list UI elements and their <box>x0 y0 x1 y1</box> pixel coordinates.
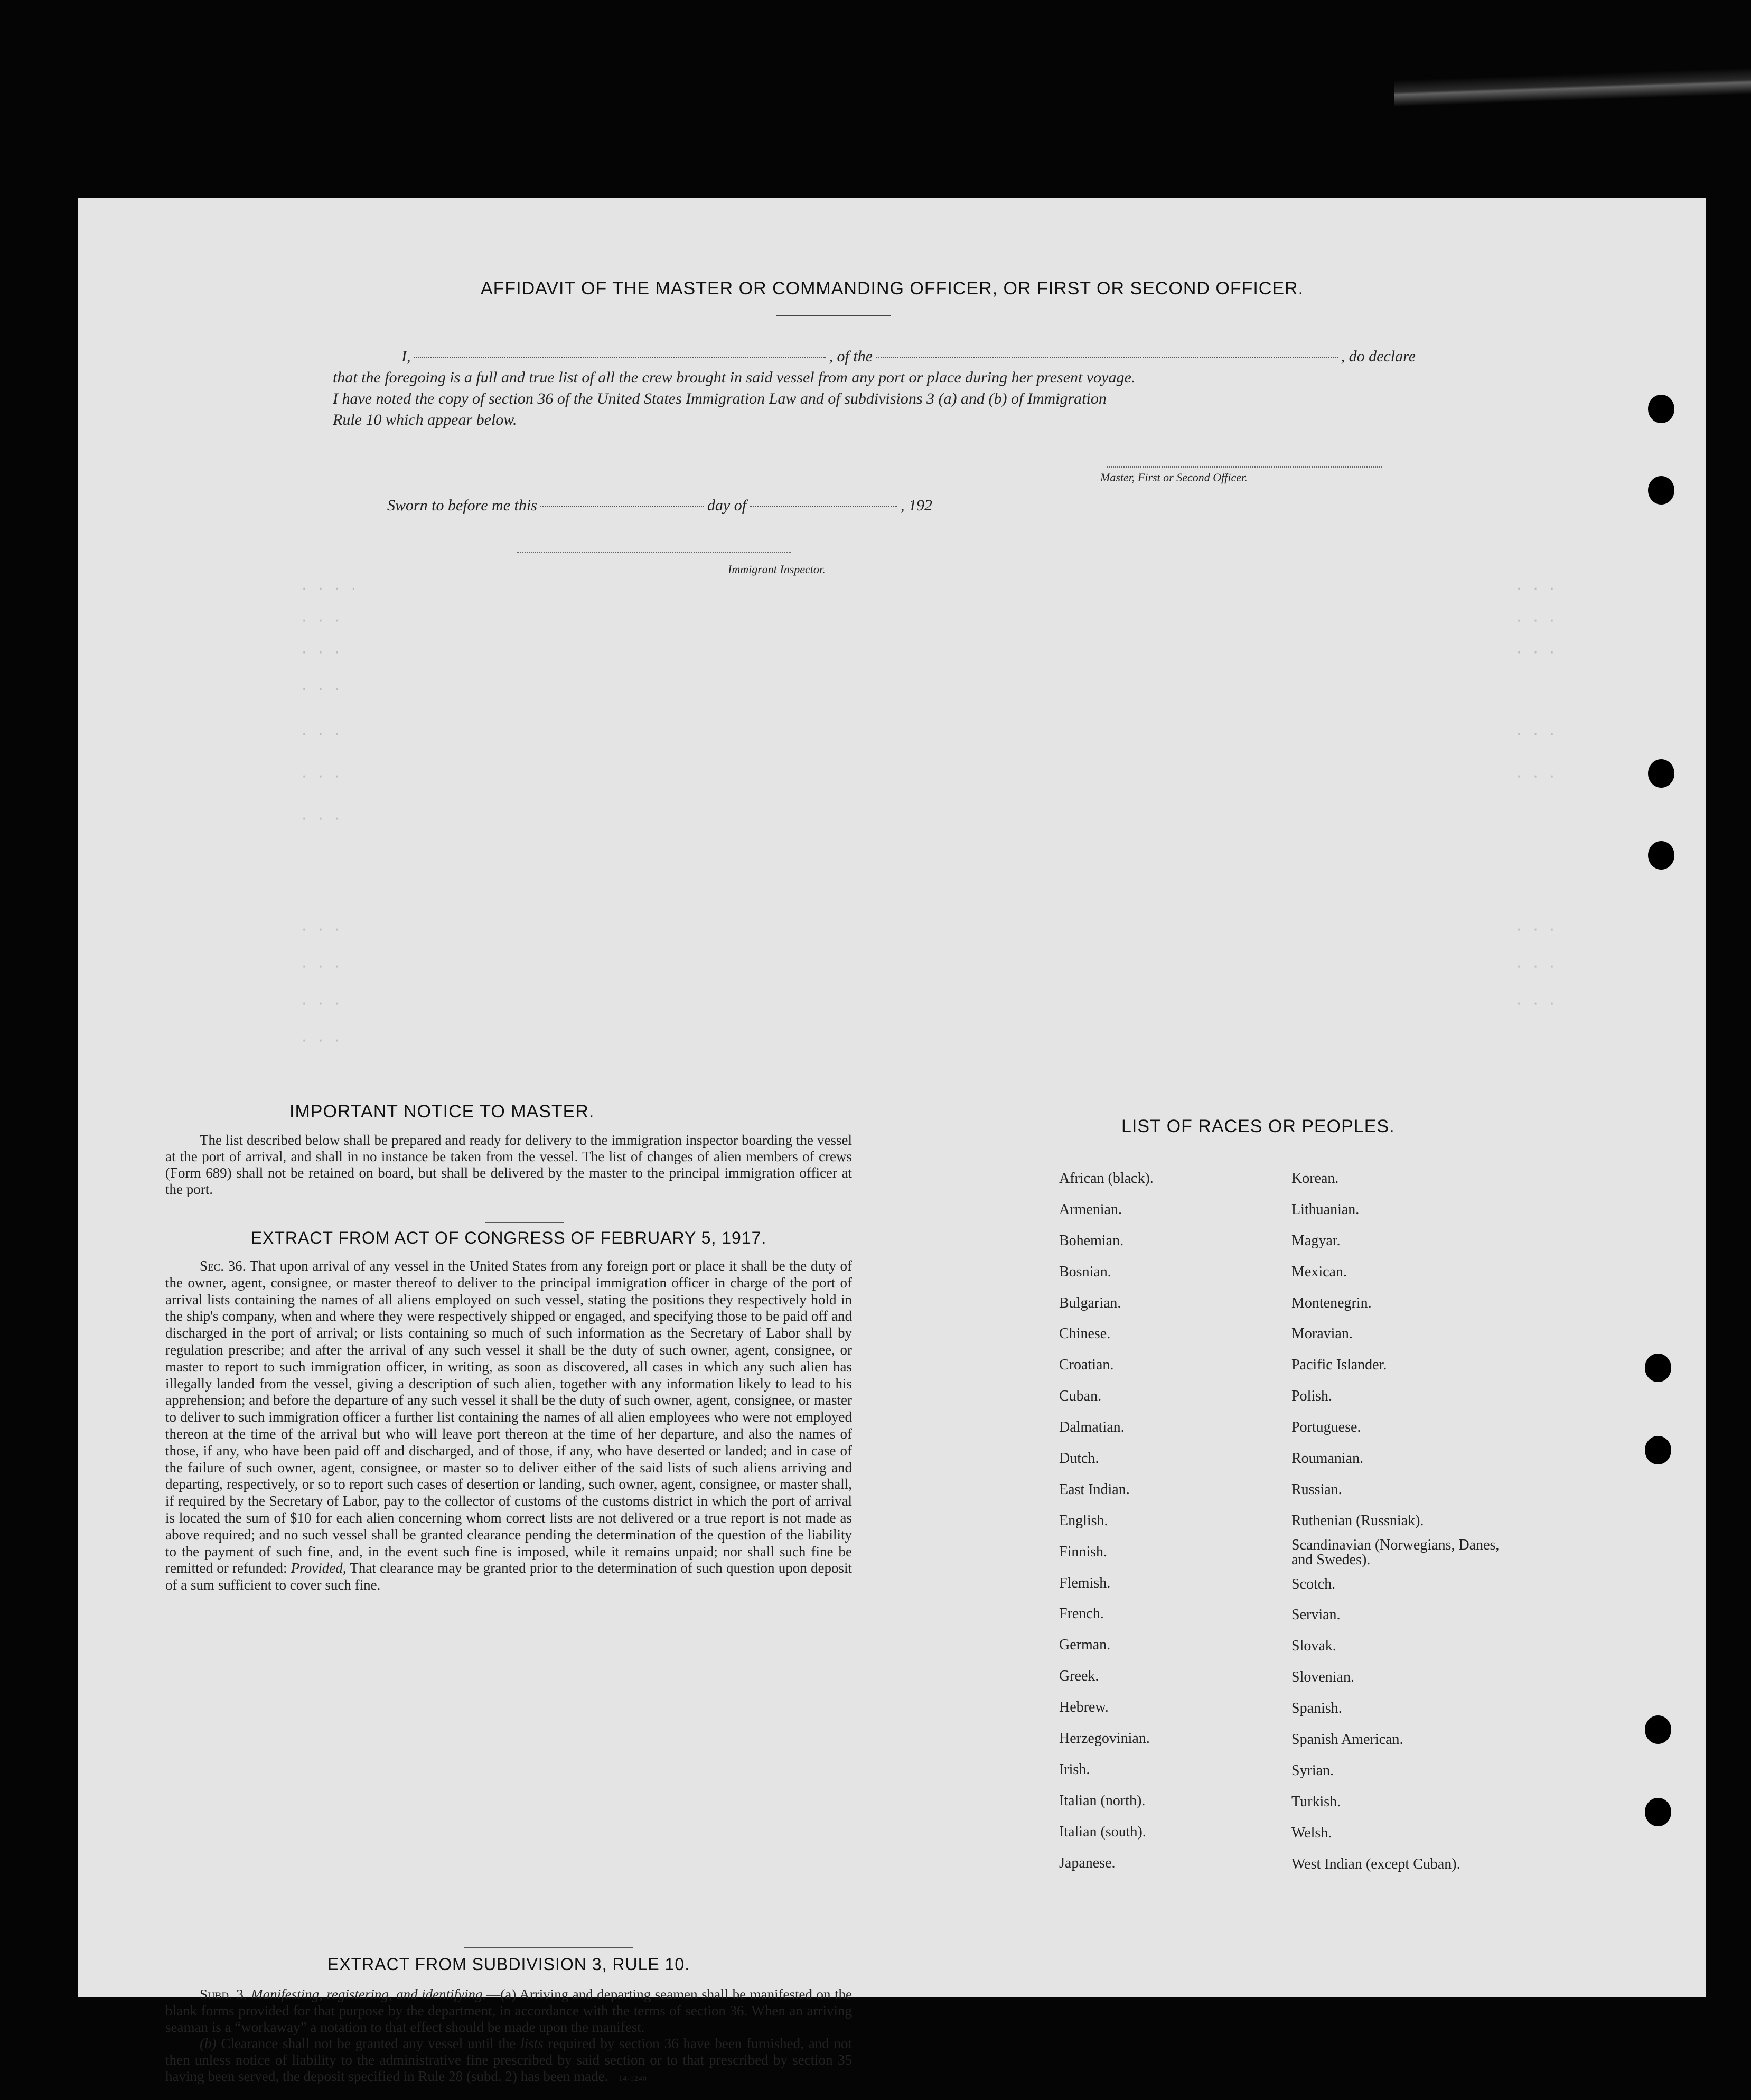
rule-a-label: —(a) <box>486 1986 517 2002</box>
race-item: Bulgarian. <box>1059 1294 1121 1311</box>
race-item: Montenegrin. <box>1291 1294 1372 1311</box>
race-item: Magyar. <box>1291 1232 1341 1249</box>
rule-paragraph-b <box>165 2036 852 2087</box>
race-item: Korean. <box>1291 1170 1339 1187</box>
declare-suffix: , do declare <box>1341 348 1416 365</box>
punch-hole <box>1645 1354 1671 1382</box>
sworn-month-field[interactable] <box>750 506 897 507</box>
race-item: Mexican. <box>1291 1263 1347 1280</box>
race-item: Polish. <box>1291 1388 1333 1405</box>
race-item: Spanish. <box>1291 1700 1342 1717</box>
rule-b-label: (b) <box>200 2036 217 2051</box>
punch-hole <box>1645 1715 1671 1744</box>
race-item: Roumanian. <box>1291 1450 1364 1467</box>
act-paragraph <box>165 1258 852 1594</box>
race-item: East Indian. <box>1059 1481 1130 1498</box>
race-item: Scotch. <box>1291 1575 1336 1592</box>
race-item: Portuguese. <box>1291 1419 1361 1436</box>
race-item: Irish. <box>1059 1761 1090 1778</box>
race-item: Chinese. <box>1059 1326 1111 1342</box>
act-title: EXTRACT FROM ACT OF CONGRESS OF FEBRUARY 5, 1917. <box>250 1228 767 1247</box>
race-item: Slovenian. <box>1291 1669 1354 1686</box>
punch-hole <box>1648 759 1674 788</box>
race-item: Turkish. <box>1291 1793 1341 1810</box>
race-item: Dalmatian. <box>1059 1419 1125 1436</box>
act-provided: Provided, <box>291 1560 347 1576</box>
race-item: Lithuanian. <box>1291 1201 1360 1218</box>
race-item: Cuban. <box>1059 1388 1102 1405</box>
notice-paragraph: The list described below shall be prepared and ready for delivery to the immigration inspector boarding the vessel at the port of arrival, and shall in no instance be taken from the vessel. The list of changes of alien members of crews (Form 689) shall not be retained on board, but shall be delivered by the master to the principal immigration officer at the port. <box>165 1132 852 1197</box>
race-item: Syrian. <box>1291 1762 1334 1779</box>
rule-body <box>165 1986 852 2087</box>
act-text: That upon arrival of any vessel in the United States from any foreign port or place it shall be the duty of the owner, agent, consignee, or master thereof to deliver to the principal immigration officer in charge of the port of arrival lists containing the names of all aliens employed on such vessel, stating the positions they respectively hold in the ship's company, when and where they were respectively shipped or engaged, and specifying those to be paid off and discharged in the port of arrival; or lists containing so much of such information as the Secretary of Labor shall by regulation prescribe; and after the arrival of any such vessel it shall be the duty of such owner, agent, consignee, or master to report to such immigration officer, in writing, as soon as discovered, all cases in which any such alien has illegally landed from the vessel, giving a description of such alien, together with any information likely to lead to his apprehension; and before the departure of any such vessel it shall be the duty of such owner, agent, consignee, or master to deliver to such immigration officer a further list containing the names of all alien employees who were not employed thereon at the time of the arrival but who will leave port thereon at the time of her departure, and also the names of those, if any, who have been paid off and discharged, and of those, if any, who have deserted or landed; and in case of the failure of such owner, agent, consignee, or master so to deliver either of the said lists of such aliens arriving and departing, respectively, or so to report such cases of desertion or landing, such owner, agent, consignee, or master shall, if required by the Secretary of Labor, pay to the collector of customs of the customs district in which the port of arrival is located the sum of $10 for each alien concerning whom correct lists are not delivered or a true report is not made as above required; and no such vessel shall be granted clearance pending the determination of the question of the liability to the payment of such fine, and, in the event such fine is imposed, while it remains unpaid; nor shall such fine be remitted or refunded: <box>165 1258 852 1576</box>
race-item: Pacific Islander. <box>1291 1357 1387 1374</box>
race-item: Servian. <box>1291 1607 1341 1623</box>
act-top-rule <box>485 1222 564 1223</box>
act-section-label: Sec. 36. <box>200 1258 246 1274</box>
race-item: Ruthenian (Russniak). <box>1291 1512 1424 1529</box>
races-right-column <box>1291 1163 1513 1880</box>
punch-hole <box>1648 395 1674 423</box>
affidavit-title: AFFIDAVIT OF THE MASTER OR COMMANDING OFFICER, OR FIRST OR SECOND OFFICER. <box>480 278 1304 298</box>
sworn-line <box>387 497 1074 515</box>
rule-a-text: Arriving and departing seamen shall be manifested on the blank forms provided for that purpose by the department, in accordance with the terms of section 36. When an arriving seaman is a “workaway” a notation to that effect should be made upon the manifest. <box>165 1986 853 2035</box>
race-item: Finnish. <box>1059 1543 1108 1560</box>
rule-b-text-2: required by section 36 have been furnished, and not then unless notice of liability to the administrative fine prescribed by said section or to that prescribed by section 35 having been served, the deposit specified in Rule 28 (subd. 2) has been made. <box>165 2036 853 2084</box>
vessel-name-field[interactable] <box>876 357 1338 358</box>
race-item: Italian (north). <box>1059 1792 1146 1809</box>
race-item: Armenian. <box>1059 1201 1122 1218</box>
punch-hole <box>1648 476 1674 505</box>
rule-paragraph-a <box>165 1986 852 2036</box>
inspector-signature-field[interactable] <box>517 552 791 553</box>
race-item: African (black). <box>1059 1170 1154 1187</box>
race-item: Italian (south). <box>1059 1823 1146 1840</box>
races-left-column <box>1059 1163 1154 1879</box>
race-item: English. <box>1059 1512 1108 1529</box>
race-item: Scandinavian (Norwegians, Danes, and Swedes). <box>1291 1536 1500 1568</box>
sworn-day-of: day of <box>707 497 747 514</box>
race-item: Slovak. <box>1291 1638 1336 1655</box>
sworn-day-field[interactable] <box>540 506 704 507</box>
notice-body <box>165 1132 852 1198</box>
title-rule <box>776 315 891 316</box>
declarant-name-field[interactable] <box>414 357 826 358</box>
master-signature-field[interactable] <box>1107 466 1382 468</box>
master-signature-label: Master, First or Second Officer. <box>1100 471 1248 484</box>
rule-subd-label: Subd. 3. <box>200 1986 247 2002</box>
race-item: Russian. <box>1291 1481 1342 1498</box>
declaration-line-3: I have noted the copy of section 36 of the United States Immigration Law and of subdivisions 3 (a) and (b) of Immigration <box>333 390 1107 407</box>
race-item: Dutch. <box>1059 1450 1099 1467</box>
act-body <box>165 1258 852 1594</box>
document-page: · · · · · · · · · · · · · · · · · · · · · · · · · · · · · · · · · · · · · · · · · · · · · · · · · · · · · · · · · · AFFIDAVIT OF THE MASTER OR COMMANDING OFFICER, OR FIRST OR SECOND OFFICER. I, , of the , do declare that the foregoing is a full and true list of all the crew brought in said vessel from any port or place during her present voyage. I have noted the copy of section 36 of the United States Immigration Law and of subdivisions 3 (a) and (b) of Immigration Rule 10 which appear below. Master, First or Second Officer. Sworn to before me this day of , 192 Immigrant Inspector. IMPORTANT NOTICE TO MASTER. The list described below shall be prepared and ready for delivery to the immigration inspector boarding the vessel at the port of arrival, and shall in no instance be taken from the vessel. The list of changes of alien members of crews (Form 689) shall not be retained on board, but shall be delivered by the master to the principal immigration officer at the port. EXTRACT FROM ACT OF CONGRESS OF FEBRUARY 5, 1917. Sec. 36. That upon arrival of any vessel in the United States from any foreign port or place it shall be the duty of the owner, agent, consignee, or master thereof to deliver to the principal immigration officer in charge of the port of arrival lists containing the names of all aliens employed on such vessel, stating the positions they respectively hold in the ship's company, when and where they were respectively shipped or engaged, and specifying those to be paid off and discharged in the port of arrival; or lists containing so much of such information as the Secretary of Labor shall by regulation prescribe; and after the arrival of any such vessel it shall be the duty of such owner, agent, consignee, or master to report to such immigration officer, in writing, as soon as discovered, all cases in which any such alien has illegally landed from the vessel, giving a description of such alien, together with any information likely to lead to his apprehension; and before the departure of any such vessel it shall be the duty of such owner, agent, consignee, or master to deliver to such immigration officer a further list containing the names of all alien employees who were not employed thereon at the time of the arrival but who will leave port thereon at the time of her departure, and also the names of those, if any, who have been paid off and discharged, and of those, if any, who have deserted or landed; and in case of the failure of such owner, agent, consignee, or master so to deliver either of the said lists of such aliens arriving and departing, respectively, or so to report such cases of desertion or landing, such owner, agent, consignee, or master shall, if required by the Secretary of Labor, pay to the collector of customs of the customs district in which the port of arrival is located the sum of $10 for each alien concerning whom correct lists are not delivered or a true report is not made as above required; and no such vessel shall be granted clearance pending the determination of the question of the liability to the payment of such fine, and, in the event such fine is imposed, while it remains unpaid; nor shall such fine be remitted or refunded: Provided, That clearance may be granted prior to the determination of such question upon deposit of a sum sufficient to cover such fine. EXTRACT FROM SUBDIVISION 3, RULE 10. Subd. 3. Manifesting, registering, and identifying.—(a) Arriving and departing seamen shall be manifested on the blank forms provided for that purpose by the department, in accordance with the terms of section 36. When an arriving seaman is a “workaway” a notation to that effect should be made upon the manifest. (b) Clearance shall not be granted any vessel until the lists required by section 36 have been furnished, and not then unless notice of liability to the administrative fine prescribed by said section or to that prescribed by section 35 having been served, the deposit specified in Rule 28 (subd. 2) has been made. 14-1240 LIST OF RACES OR PEOPLES. African (black). Armenian. Bohemian. Bosnian. Bulgarian. Chinese. Croatian. Cuban. Dalmatian. Dutch. East Indian. English. Finnish. Flemish. French. German. Greek. Hebrew. Herzegovinian. Irish. Italian (north). Italian (south). Japanese. Korean. Lithuanian. Magyar. Mexican. Montenegrin. Moravian. Pacific Islander. Polish. Portuguese. Roumanian. Russian. Ruthenian (Russniak). Scandinavian (Norwegians, Danes, and Swedes). Scotch. Servian. Slovak. Slovenian. Spanish. Spanish American. Syrian. Turkish. Welsh. West Indian (except Cuban). <box>78 198 1706 1997</box>
race-item: Moravian. <box>1291 1326 1353 1342</box>
race-item: French. <box>1059 1606 1104 1622</box>
rule-heading: Manifesting, registering, and identifying. <box>251 1986 486 2002</box>
rule-top-rule <box>464 1947 633 1948</box>
declaration-line-2: that the foregoing is a full and true list of all the crew brought in said vessel from any port or place during her present voyage. <box>333 369 1136 386</box>
race-item: Greek. <box>1059 1668 1099 1685</box>
punch-hole <box>1645 1798 1671 1826</box>
race-item: Flemish. <box>1059 1574 1111 1591</box>
form-number: 14-1240 <box>619 2075 647 2083</box>
rule-title: EXTRACT FROM SUBDIVISION 3, RULE 10. <box>327 1955 690 1974</box>
race-item: Herzegovinian. <box>1059 1730 1150 1747</box>
act-text-end: That clearance may be granted prior to the determination of such question upon deposit of a sum sufficient to cover such fine. <box>165 1560 853 1593</box>
notice-title: IMPORTANT NOTICE TO MASTER. <box>289 1102 595 1122</box>
race-item: Spanish American. <box>1291 1731 1403 1748</box>
declaration-text <box>333 346 1416 431</box>
sworn-year-prefix: , 192 <box>901 497 933 514</box>
race-item: Croatian. <box>1059 1357 1114 1374</box>
race-item: Hebrew. <box>1059 1699 1109 1716</box>
race-item: West Indian (except Cuban). <box>1291 1855 1460 1872</box>
inspector-signature-label: Immigrant Inspector. <box>728 563 826 576</box>
declaration-line-4: Rule 10 which appear below. <box>333 411 517 428</box>
race-item: Bosnian. <box>1059 1263 1111 1280</box>
race-item: Welsh. <box>1291 1824 1332 1841</box>
punch-hole <box>1645 1436 1671 1464</box>
rule-b-lists: lists <box>520 2036 544 2051</box>
scanner-edge <box>1394 68 1751 107</box>
race-item: Japanese. <box>1059 1854 1116 1871</box>
races-title: LIST OF RACES OR PEOPLES. <box>1121 1116 1395 1136</box>
race-item: Bohemian. <box>1059 1232 1124 1249</box>
punch-hole <box>1648 841 1674 870</box>
declaration-line-1 <box>333 346 1416 367</box>
rule-b-text-1: Clearance shall not be granted any vessel until the <box>221 2036 516 2051</box>
race-item: German. <box>1059 1637 1111 1654</box>
sworn-prefix: Sworn to before me this <box>387 497 537 514</box>
vessel-prefix: , of the <box>829 348 873 365</box>
declarant-prefix: I, <box>401 348 411 365</box>
